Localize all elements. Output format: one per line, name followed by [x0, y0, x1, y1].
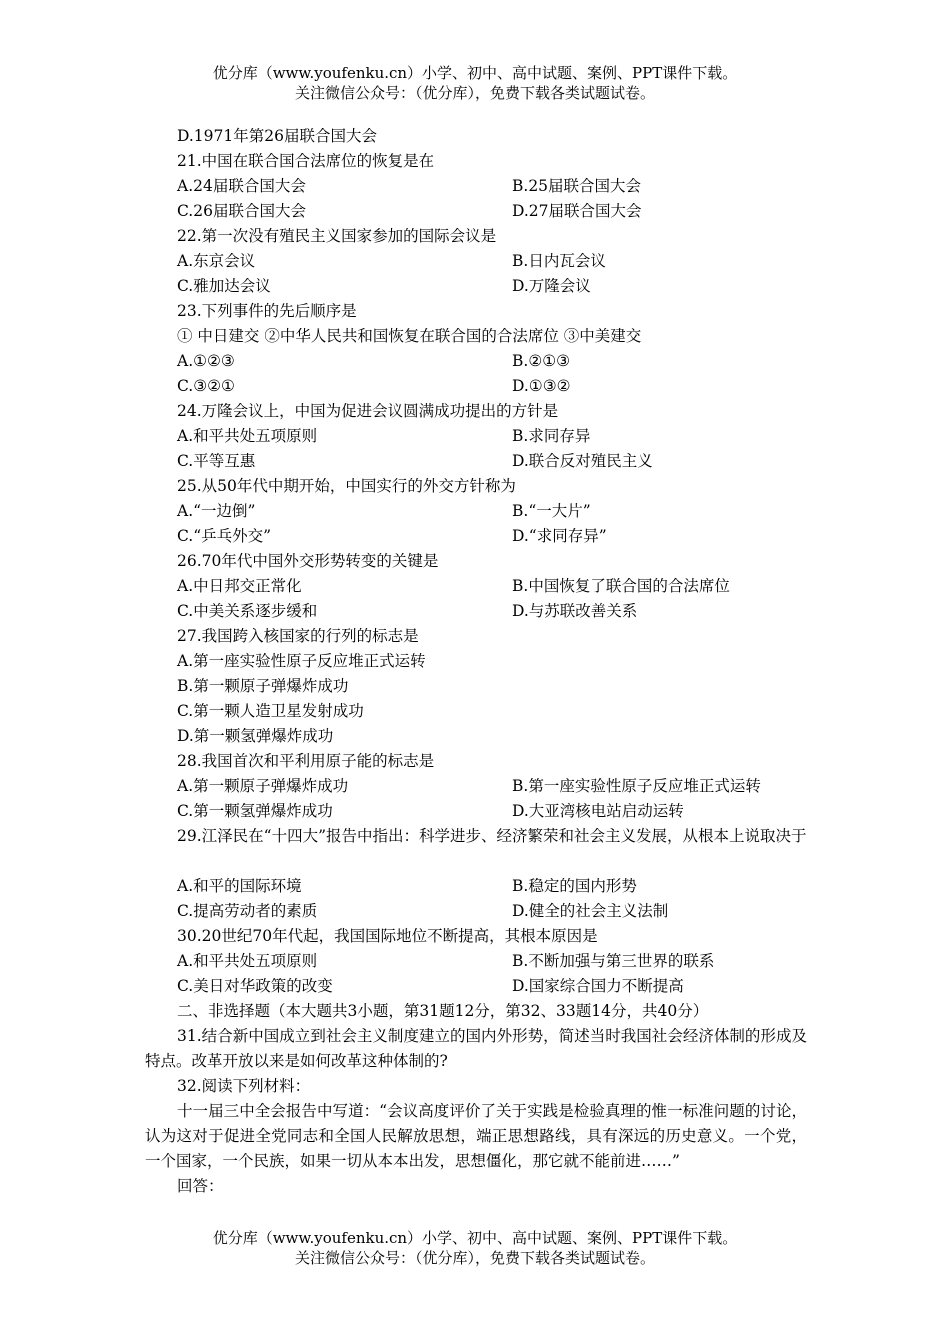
- q28-option-c: C.第一颗氢弹爆炸成功: [177, 802, 333, 820]
- q29-option-c: C.提高劳动者的素质: [177, 902, 318, 920]
- q27-option-c: C.第一颗人造卫星发射成功: [177, 702, 364, 720]
- q26-options-row-2: [145, 599, 807, 624]
- q25-option-d: D.“求同存异”: [512, 527, 607, 545]
- q29-options-row-2: [145, 899, 807, 924]
- q32-material: 十一届三中全会报告中写道：“会议高度评价了关于实践是检验真理的惟一标准问题的讨论，认为这对于促进全党同志和全国人民解放思想，端正思想路线，具有深远的历史意义。一个党，一个国家，一个民族，如果一切从本本出发，思想僵化，那它就不能前进……”: [145, 1102, 807, 1170]
- q29-option-b: B.稳定的国内形势: [512, 877, 637, 895]
- q25-stem: 25.从50年代中期开始，中国实行的外交方针称为: [177, 477, 516, 495]
- q30-option-b: B.不断加强与第三世界的联系: [512, 952, 715, 970]
- footer-line-1: 优分库（www.youfenku.cn）小学、初中、高中试题、案例、PPT课件下载。: [212, 1229, 738, 1247]
- q24-option-c: C.平等互惠: [177, 452, 256, 470]
- q24-options-row-2: [145, 449, 807, 474]
- q30-option-a: A.和平共处五项原则: [177, 952, 318, 970]
- q22-option-a: A.东京会议: [177, 252, 256, 270]
- q27-option-b: B.第一颗原子弹爆炸成功: [177, 677, 349, 695]
- exam-content: [145, 124, 807, 1199]
- q27-option-d: D.第一颗氢弹爆炸成功: [177, 727, 334, 745]
- q28-option-b: B.第一座实验性原子反应堆正式运转: [512, 777, 761, 795]
- q28-options-row-2: [145, 799, 807, 824]
- q22-options-row-2: [145, 274, 807, 299]
- q21-stem: 21.中国在联合国合法席位的恢复是在: [177, 152, 435, 170]
- q23-option-a: A.①②③: [177, 352, 235, 370]
- q25-option-a: A.“一边倒”: [177, 502, 256, 520]
- q24-option-b: B.求同存异: [512, 427, 591, 445]
- q32-answer-label: 回答：: [177, 1177, 224, 1195]
- q25-options-row-1: [145, 499, 807, 524]
- q31-stem: 31.结合新中国成立到社会主义制度建立的国内外形势，简述当时我国社会经济体制的形成及特点。改革开放以来是如何改革这种体制的?: [145, 1027, 807, 1070]
- q22-option-d: D.万隆会议: [512, 277, 591, 295]
- q24-options-row-1: [145, 424, 807, 449]
- q28-option-a: A.第一颗原子弹爆炸成功: [177, 777, 349, 795]
- q22-stem: 22.第一次没有殖民主义国家参加的国际会议是: [177, 227, 497, 245]
- q22-option-b: B.日内瓦会议: [512, 252, 606, 270]
- q25-option-c: C.“乒乓外交”: [177, 527, 272, 545]
- q29-option-a: A.和平的国际环境: [177, 877, 302, 895]
- q22-options-row-1: [145, 249, 807, 274]
- q26-stem: 26.70年代中国外交形势转变的关键是: [177, 552, 439, 570]
- q21-options-row-2: [145, 199, 807, 224]
- q23-options-row-1: [145, 349, 807, 374]
- q20-option-d: D.1971年第26届联合国大会: [177, 127, 377, 145]
- q30-options-row-1: [145, 949, 807, 974]
- q28-stem: 28.我国首次和平利用原子能的标志是: [177, 752, 435, 770]
- footer-line-2: 关注微信公众号：（优分库），免费下载各类试题试卷。: [294, 1249, 655, 1267]
- q27-option-a: A.第一座实验性原子反应堆正式运转: [177, 652, 426, 670]
- q21-option-a: A.24届联合国大会: [177, 177, 306, 195]
- q24-option-a: A.和平共处五项原则: [177, 427, 318, 445]
- q30-options-row-2: [145, 974, 807, 999]
- q23-option-d: D.①③②: [512, 377, 571, 395]
- section-2-heading: 二、非选择题（本大题共3小题，第31题12分，第32、33题14分，共40分）: [177, 1002, 709, 1020]
- q29-stem: 29.江泽民在“十四大”报告中指出：科学进步、经济繁荣和社会主义发展，从根本上说取决于: [177, 827, 807, 845]
- q26-options-row-1: [145, 574, 807, 599]
- q26-option-d: D.与苏联改善关系: [512, 602, 638, 620]
- q21-option-c: C.26届联合国大会: [177, 202, 306, 220]
- q24-option-d: D.联合反对殖民主义: [512, 452, 653, 470]
- q25-option-b: B.“一大片”: [512, 502, 591, 520]
- q21-option-b: B.25届联合国大会: [512, 177, 642, 195]
- q25-options-row-2: [145, 524, 807, 549]
- q30-option-d: D.国家综合国力不断提高: [512, 977, 684, 995]
- q23-options-row-2: [145, 374, 807, 399]
- q21-option-d: D.27届联合国大会: [512, 202, 642, 220]
- header-line-1: 优分库（www.youfenku.cn）小学、初中、高中试题、案例、PPT课件下载。: [212, 64, 738, 82]
- q23-option-b: B.②①③: [512, 352, 571, 370]
- page-footer: [0, 1228, 950, 1268]
- q32-stem: 32.阅读下列材料：: [177, 1077, 311, 1095]
- q23-items: ① 中日建交 ②中华人民共和国恢复在联合国的合法席位 ③中美建交: [177, 327, 642, 345]
- q29-option-d: D.健全的社会主义法制: [512, 902, 669, 920]
- q23-stem: 23.下列事件的先后顺序是: [177, 302, 357, 320]
- q29-options-row-1: [145, 874, 807, 899]
- header-line-2: 关注微信公众号：（优分库），免费下载各类试题试卷。: [294, 84, 655, 102]
- q30-stem: 30.20世纪70年代起，我国国际地位不断提高，其根本原因是: [177, 927, 598, 945]
- q30-option-c: C.美日对华政策的改变: [177, 977, 333, 995]
- q21-options-row-1: [145, 174, 807, 199]
- q26-option-a: A.中日邦交正常化: [177, 577, 302, 595]
- q27-stem: 27.我国跨入核国家的行列的标志是: [177, 627, 419, 645]
- q24-stem: 24.万隆会议上，中国为促进会议圆满成功提出的方针是: [177, 402, 559, 420]
- q22-option-c: C.雅加达会议: [177, 277, 271, 295]
- q26-option-b: B.中国恢复了联合国的合法席位: [512, 577, 730, 595]
- q28-options-row-1: [145, 774, 807, 799]
- page-header: [0, 63, 950, 103]
- q26-option-c: C.中美关系逐步缓和: [177, 602, 318, 620]
- q23-option-c: C.③②①: [177, 377, 235, 395]
- q28-option-d: D.大亚湾核电站启动运转: [512, 802, 684, 820]
